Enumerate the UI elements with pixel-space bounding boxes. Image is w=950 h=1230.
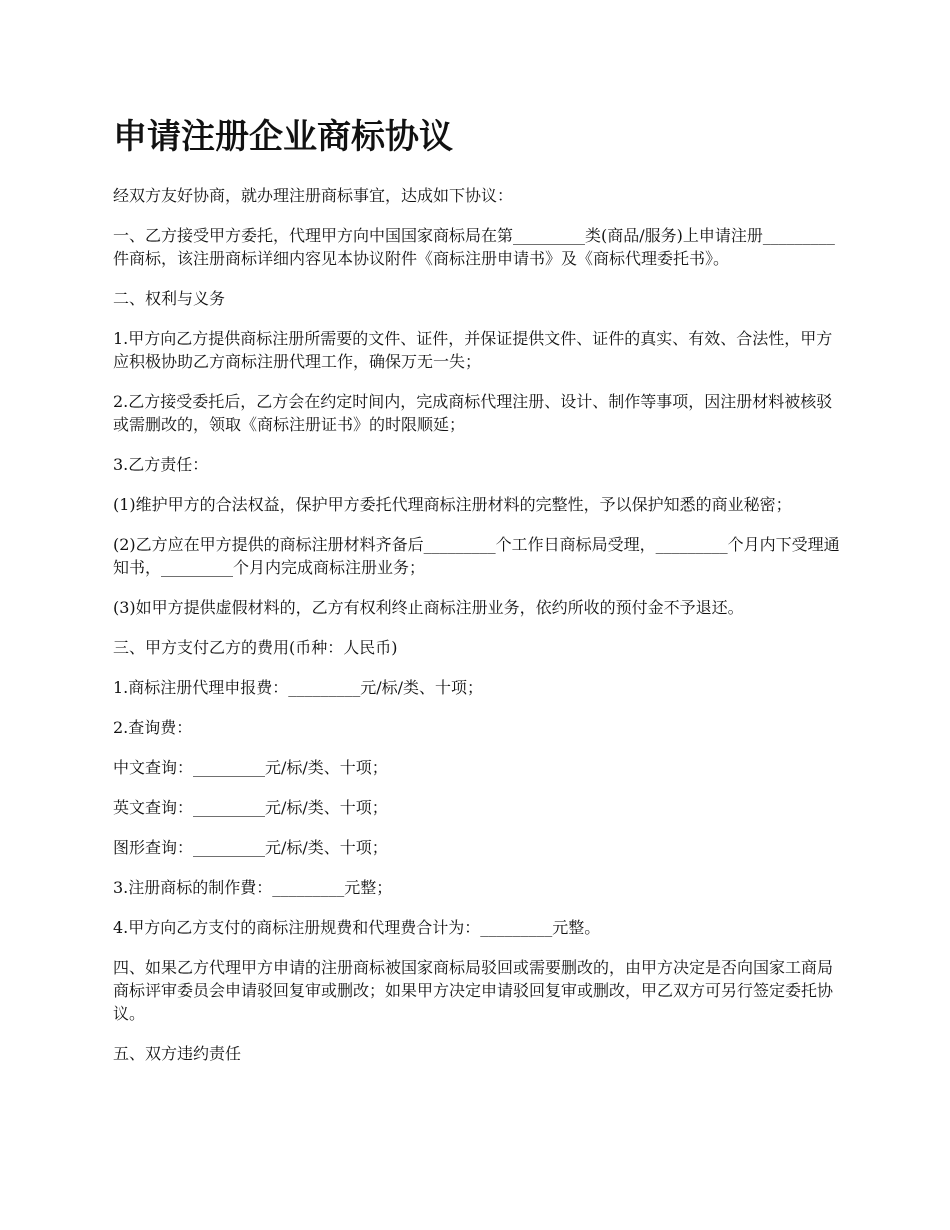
- section-3-heading: 三、甲方支付乙方的费用(币种：人民币): [113, 638, 398, 657]
- chinese-search-fee: 中文查询：_________元/标/类、十项；: [113, 758, 388, 777]
- graphic-search-fee: 图形查询：_________元/标/类、十项；: [113, 838, 388, 857]
- document-body: [113, 112, 841, 1081]
- responsibility-3-paragraph: (3)如甲方提供虚假材料的，乙方有权利终止商标注册业务，依约所收的预付金不予退还。: [113, 598, 744, 617]
- production-fee: 3.注册商标的制作費：_________元整；: [113, 878, 393, 897]
- obligation-1-paragraph: 1.甲方向乙方提供商标注册所需要的文件、证件，并保证提供文件、证件的真实、有效、合法性，甲方应积极协助乙方商标注册代理工作，确保万无一失；: [113, 329, 833, 371]
- english-search-fee: 英文查询：_________元/标/类、十项；: [113, 798, 388, 817]
- responsibility-1-paragraph: (1)维护甲方的合法权益，保护甲方委托代理商标注册材料的完整性，予以保护知悉的商业秘密；: [113, 495, 792, 514]
- clause-1-paragraph: 一、乙方接受甲方委托，代理甲方向中国国家商标局在第_________类(商品/服务)上申请注册_________件商标，该注册商标详细内容见本协议附件《商标注册申请书》及《商标代理委托书》。: [113, 226, 835, 268]
- fee-2-heading: 2.查询费：: [113, 718, 193, 737]
- section-2-heading: 二、权利与义务: [113, 289, 226, 308]
- total-fee: 4.甲方向乙方支付的商标注册规费和代理费合计为：_________元整。: [113, 918, 601, 937]
- section-5-heading: 五、双方违约责任: [113, 1044, 242, 1063]
- intro-paragraph: 经双方友好协商，就办理注册商标事宜，达成如下协议：: [113, 186, 514, 205]
- document-title: 申请注册企业商标协议: [113, 117, 453, 157]
- responsibility-2-paragraph: (2)乙方应在甲方提供的商标注册材料齐备后_________个工作日商标局受理，_________个月内下受理通知书，_________个月内完成商标注册业务；: [113, 535, 840, 577]
- obligation-2-paragraph: 2.乙方接受委托后，乙方会在约定时间内，完成商标代理注册、设计、制作等事项，因注册材料被核驳或需删改的，领取《商标注册证书》的时限顺延；: [113, 392, 833, 434]
- section-4-paragraph: 四、如果乙方代理甲方申请的注册商标被国家商标局驳回或需要删改的，由甲方决定是否向国家工商局商标评审委员会申请驳回复审或删改；如果甲方决定申请驳回复审或删改，甲乙双方可另行签定委托协议。: [113, 958, 834, 1023]
- responsibility-heading: 3.乙方责任：: [113, 455, 209, 474]
- fee-1-paragraph: 1.商标注册代理申报费：_________元/标/类、十项；: [113, 678, 484, 697]
